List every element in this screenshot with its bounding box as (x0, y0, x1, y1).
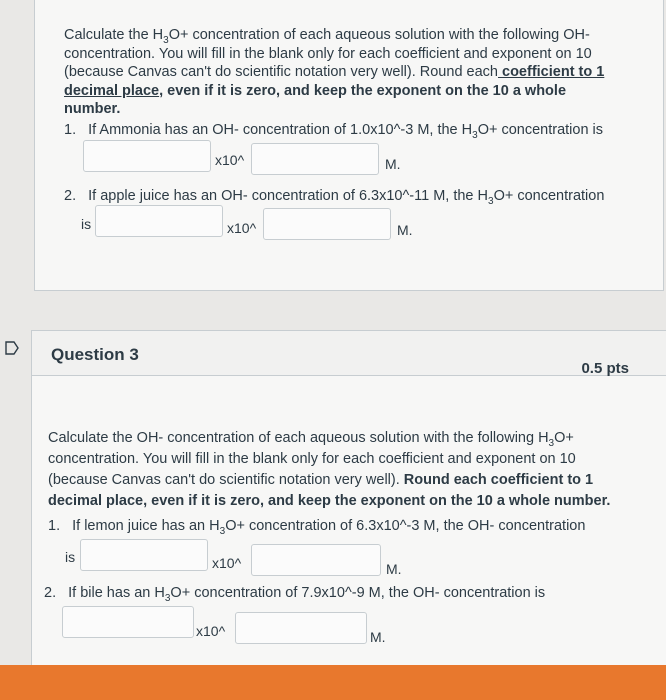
times-ten-label: x10^ (227, 220, 257, 236)
is-label: is (65, 549, 76, 565)
molar-unit-label: M. (397, 222, 413, 238)
q3-item1-coefficient-input[interactable] (80, 539, 208, 571)
q2-item1-exponent-input[interactable] (251, 143, 379, 175)
question-2-item-1: 1. If Ammonia has an OH- concentration of 1.0x10^-3 M, the $H_3O+$ concentration is (64, 122, 604, 141)
q2-item1-coefficient-input[interactable] (83, 140, 211, 172)
molar-unit-label: M. (386, 561, 402, 577)
question-2-item-2: 2. If apple juice has an OH- concentration of 6.3x10^-11 M, the $H_3O+$ concentration (64, 188, 605, 207)
question-3-header (32, 331, 666, 376)
q2-item2-exponent-input[interactable] (263, 208, 391, 240)
flag-question-icon[interactable] (4, 340, 20, 356)
q3-item2-exponent-input[interactable] (235, 612, 367, 644)
q3-item2-coefficient-input[interactable] (62, 606, 194, 638)
times-ten-label: x10^ (215, 152, 245, 168)
question-3-title: Question 3 (51, 345, 139, 364)
molar-unit-label: M. (385, 156, 401, 172)
footer-bar (0, 665, 666, 700)
question-3-item-2: 2. If bile has an $H_3O+$ concentration of 7.9x10^-9 M, the OH- concentration is (44, 585, 546, 604)
question-2-text (64, 26, 624, 119)
times-ten-label: x10^ (196, 623, 226, 639)
question-2-instructions: Calculate the $H_3O+$ concentration of each aqueous solution with the following OH- concentration. You will fill in the blank only for each coefficient and exponent on 10 (because Canvas can't do scientific notation very well). Round each coefficient to 1 decimal place, even if it is zero, and keep the exponent on the 10 a whole number. (64, 27, 605, 117)
question-2-card (34, 0, 664, 291)
q2-item2-coefficient-input[interactable] (95, 205, 223, 237)
q3-item1-exponent-input[interactable] (251, 544, 381, 576)
molar-unit-label: M. (370, 629, 386, 645)
question-3-instructions: Calculate the OH- concentration of each aqueous solution with the following $H_3O+$ concentration. You will fill in the blank only for each coefficient and exponent on 10 (because Canvas can't do scientific notation very well). Round each coefficient to 1 decimal place, even if it is zero, and keep the exponent on the 10 a whole number. (48, 430, 611, 509)
question-3-text (48, 428, 616, 512)
question-3-card (31, 330, 666, 667)
times-ten-label: x10^ (212, 555, 242, 571)
question-3-item-1: 1. If lemon juice has an $H_3O+$ concentration of 6.3x10^-3 M, the OH- concentration (48, 518, 586, 537)
is-label: is (81, 216, 92, 232)
question-3-points: 0.5 pts (581, 360, 629, 377)
